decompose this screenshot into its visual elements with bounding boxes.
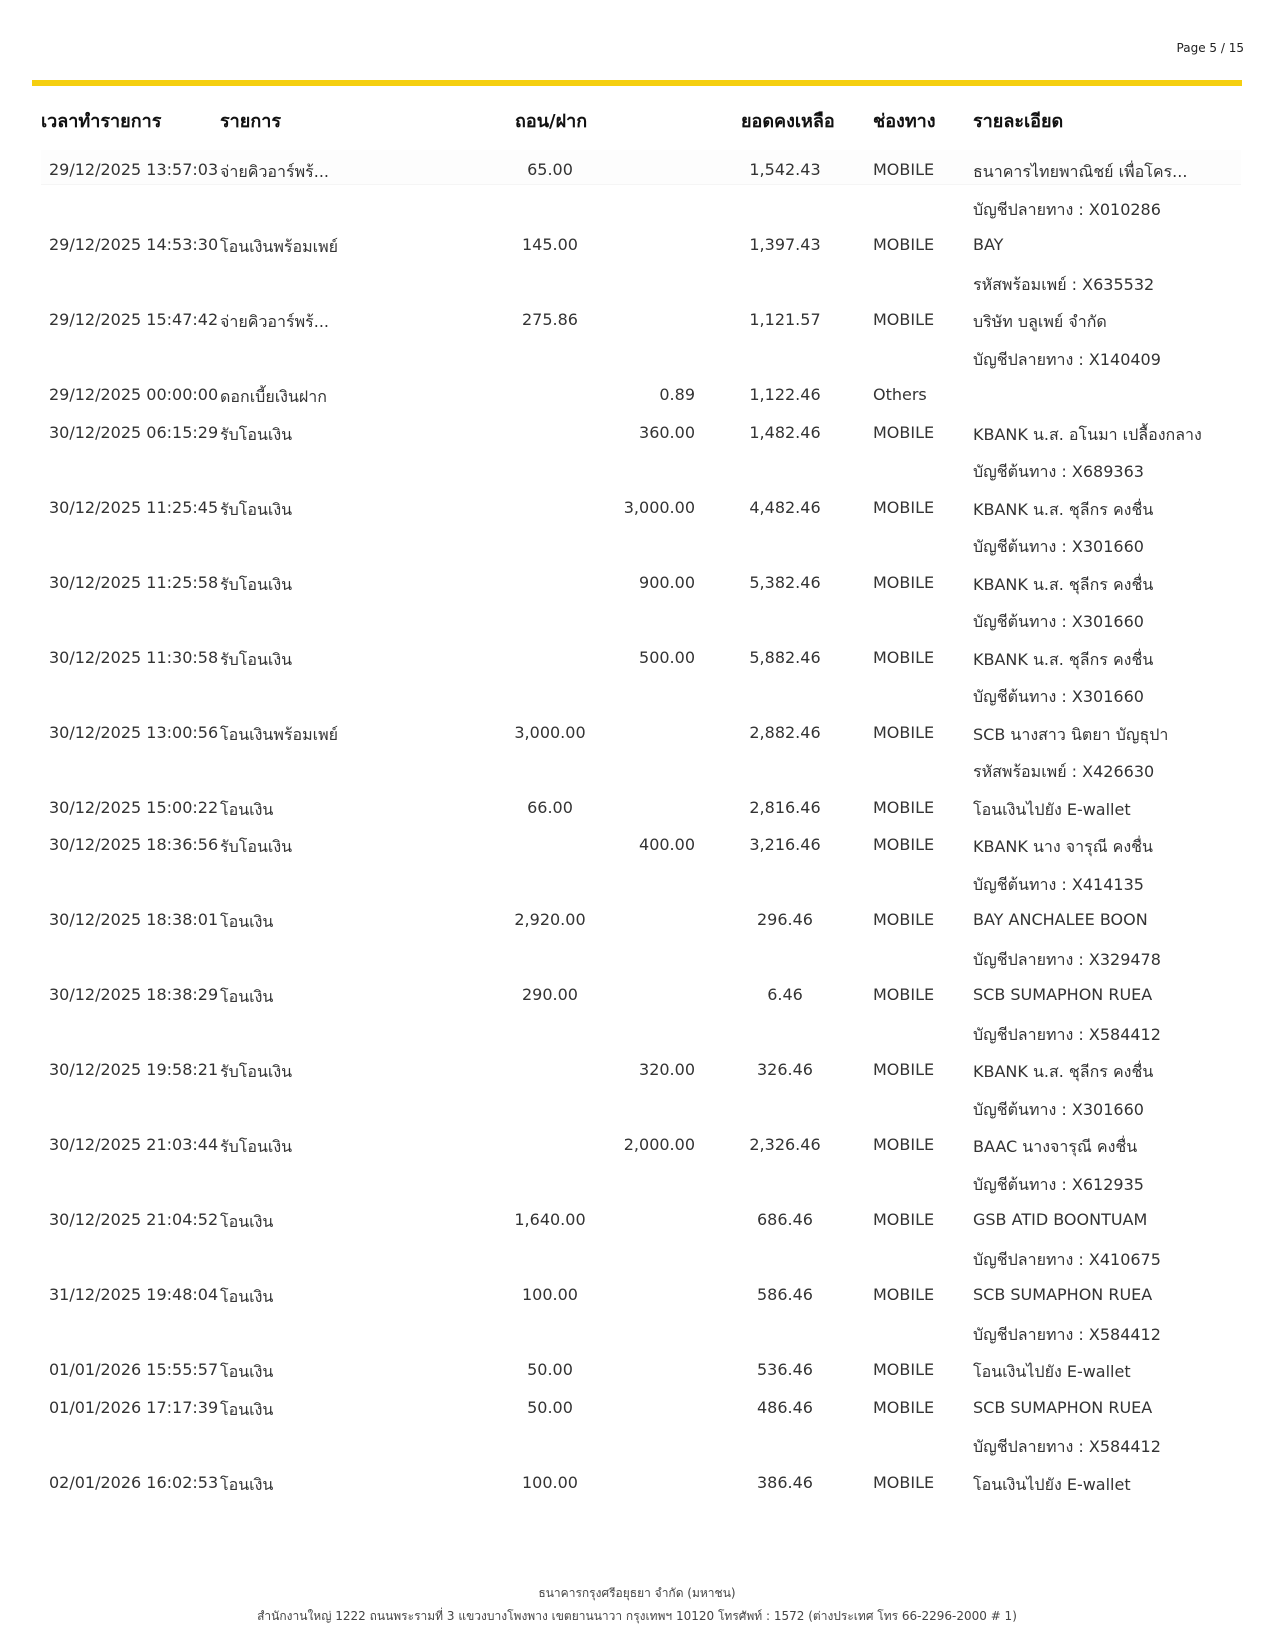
transaction-detail: SCB SUMAPHON RUEA — [973, 1397, 1153, 1417]
transaction-detail: BAY — [973, 235, 1004, 254]
transaction-account: บัญชีปลายทาง : X140409 — [973, 349, 1161, 369]
transaction-time: 29/12/2025 14:53:30 — [49, 235, 219, 254]
channel: MOBILE — [873, 1360, 935, 1379]
withdraw-amount: 50.00 — [527, 1360, 573, 1379]
transaction-time: 01/01/2026 15:55:57 — [49, 1360, 219, 1379]
transaction-detail: BAAC นางจารุณี คงชื่น — [973, 1137, 1138, 1156]
withdraw-amount: 100.00 — [522, 1472, 578, 1492]
channel: MOBILE — [873, 160, 935, 179]
transaction-account: บัญชีปลายทาง : X010286 — [973, 199, 1161, 219]
deposit-amount: 320.00 — [639, 1060, 695, 1079]
transaction-detail: KBANK น.ส. ชุลีกร คงชื่น — [973, 574, 1154, 594]
withdraw-amount: 3,000.00 — [514, 722, 586, 742]
transaction-type: โอนเงิน — [220, 1399, 274, 1419]
channel: MOBILE — [873, 835, 935, 854]
transaction-detail: ธนาคารไทยพาณิชย์ เพื่อโคร... — [973, 162, 1188, 181]
balance-amount: 386.46 — [757, 1472, 813, 1492]
transaction-account: บัญชีต้นทาง : X301660 — [973, 687, 1144, 706]
balance-amount: 686.46 — [757, 1210, 813, 1229]
transaction-time: 30/12/2025 11:25:45 — [49, 497, 219, 517]
balance-amount: 586.46 — [757, 1285, 813, 1304]
transaction-account: บัญชีปลายทาง : X584412 — [973, 1324, 1161, 1344]
transaction-type: โอนเงิน — [220, 1474, 274, 1494]
transaction-account: รหัสพร้อมเพย์ : X635532 — [973, 274, 1155, 294]
transaction-account: บัญชีปลายทาง : X584412 — [973, 1024, 1161, 1044]
withdraw-amount: 290.00 — [522, 985, 578, 1004]
transaction-account: บัญชีต้นทาง : X301660 — [973, 612, 1144, 631]
transaction-account: บัญชีต้นทาง : X612935 — [973, 1174, 1144, 1194]
transaction-time: 30/12/2025 13:00:56 — [49, 722, 219, 742]
channel: MOBILE — [873, 422, 935, 442]
footer-address: สำนักงานใหญ่ 1222 ถนนพระรามที่ 3 แขวงบางโพงพาง เขตยานนาวา กรุงเทพฯ 10120 โทรศัพท์ : 1572 (ต่างประเทศ โทร 66-2296-2000 # 1) — [257, 1609, 1017, 1623]
channel: MOBILE — [873, 235, 935, 254]
balance-amount: 2,326.46 — [749, 1135, 821, 1154]
header-accent-bar — [32, 80, 1242, 86]
withdraw-amount: 1,640.00 — [514, 1210, 586, 1229]
channel: MOBILE — [873, 1210, 935, 1229]
transaction-account: บัญชีต้นทาง : X414135 — [973, 874, 1144, 894]
balance-amount: 4,482.46 — [749, 497, 821, 517]
balance-amount: 326.46 — [757, 1060, 813, 1079]
column-header-time: เวลาทำรายการ — [41, 111, 162, 132]
channel: MOBILE — [873, 497, 935, 517]
withdraw-amount: 65.00 — [527, 160, 573, 179]
channel: MOBILE — [873, 1060, 935, 1079]
transaction-type: รับโอนเงิน — [220, 574, 293, 594]
channel: MOBILE — [873, 572, 935, 592]
transaction-account: บัญชีต้นทาง : X301660 — [973, 537, 1144, 556]
transaction-account: บัญชีปลายทาง : X329478 — [973, 949, 1161, 969]
transaction-account: บัญชีปลายทาง : X584412 — [973, 1437, 1161, 1456]
transaction-time: 30/12/2025 11:25:58 — [49, 572, 219, 592]
balance-amount: 1,121.57 — [749, 310, 821, 329]
column-header-detail: รายละเอียด — [973, 111, 1064, 132]
transaction-time: 30/12/2025 18:38:01 — [49, 910, 219, 929]
deposit-amount: 3,000.00 — [623, 497, 695, 517]
balance-amount: 536.46 — [757, 1360, 813, 1379]
transaction-detail: SCB SUMAPHON RUEA — [973, 1285, 1153, 1304]
transaction-type: รับโอนเงิน — [220, 424, 293, 444]
column-header-amount: ถอน/ฝาก — [515, 111, 588, 132]
transaction-detail: KBANK น.ส. อโนมา เปลื้องกลาง — [973, 424, 1202, 444]
channel: MOBILE — [873, 1472, 935, 1492]
transaction-time: 29/12/2025 15:47:42 — [49, 310, 219, 329]
transaction-time: 31/12/2025 19:48:04 — [49, 1285, 219, 1304]
transaction-time: 29/12/2025 13:57:03 — [49, 160, 219, 179]
balance-amount: 1,397.43 — [749, 235, 821, 254]
balance-amount: 2,816.46 — [749, 797, 821, 817]
balance-amount: 5,382.46 — [749, 572, 821, 592]
transaction-time: 30/12/2025 15:00:22 — [49, 797, 219, 817]
balance-amount: 486.46 — [757, 1397, 813, 1417]
transaction-type: รับโอนเงิน — [220, 499, 293, 519]
transaction-account: บัญชีต้นทาง : X301660 — [973, 1099, 1144, 1119]
transaction-account: รหัสพร้อมเพย์ : X426630 — [973, 762, 1155, 781]
page-number: Page 5 / 15 — [1176, 41, 1244, 55]
transaction-account: บัญชีต้นทาง : X689363 — [973, 462, 1144, 481]
transaction-time: 30/12/2025 19:58:21 — [49, 1060, 219, 1079]
transaction-type: โอนเงินพร้อมเพย์ — [220, 724, 339, 744]
transaction-type: โอนเงิน — [220, 912, 274, 931]
balance-amount: 5,882.46 — [749, 647, 821, 667]
transaction-time: 30/12/2025 18:38:29 — [49, 985, 219, 1004]
deposit-amount: 360.00 — [639, 422, 695, 442]
transaction-detail: BAY ANCHALEE BOON — [973, 910, 1148, 929]
channel: MOBILE — [873, 797, 935, 817]
channel: MOBILE — [873, 910, 935, 929]
transaction-time: 29/12/2025 00:00:00 — [49, 385, 219, 404]
column-header-channel: ช่องทาง — [873, 111, 936, 132]
channel: MOBILE — [873, 1285, 935, 1304]
transaction-type: โอนเงิน — [220, 987, 274, 1006]
transaction-time: 30/12/2025 21:03:44 — [49, 1135, 219, 1154]
transaction-type: ดอกเบี้ยเงินฝาก — [220, 387, 327, 406]
transaction-type: รับโอนเงิน — [220, 1062, 293, 1081]
withdraw-amount: 145.00 — [522, 235, 578, 254]
transaction-type: โอนเงิน — [220, 1362, 274, 1381]
transaction-time: 01/01/2026 17:17:39 — [49, 1397, 219, 1417]
transaction-type: โอนเงิน — [220, 1212, 274, 1231]
deposit-amount: 2,000.00 — [623, 1135, 695, 1154]
transaction-type: โอนเงิน — [220, 799, 274, 819]
transaction-detail: KBANK น.ส. ชุลีกร คงชื่น — [973, 1062, 1154, 1081]
transaction-time: 30/12/2025 18:36:56 — [49, 835, 219, 854]
transaction-detail: KBANK นาง จารุณี คงชื่น — [973, 837, 1153, 856]
footer-bank-name: ธนาคารกรุงศรีอยุธยา จำกัด (มหาชน) — [538, 1586, 736, 1600]
transaction-detail: โอนเงินไปยัง E-wallet — [973, 1474, 1131, 1494]
transaction-detail: บริษัท บลูเพย์ จำกัด — [973, 312, 1107, 331]
balance-amount: 1,482.46 — [749, 422, 821, 442]
transaction-type: รับโอนเงิน — [220, 837, 293, 856]
balance-amount: 6.46 — [767, 985, 803, 1004]
withdraw-amount: 50.00 — [527, 1397, 573, 1417]
deposit-amount: 500.00 — [639, 647, 695, 667]
channel: MOBILE — [873, 647, 935, 667]
transaction-time: 30/12/2025 06:15:29 — [49, 422, 219, 442]
transaction-type: รับโอนเงิน — [220, 1137, 293, 1156]
transaction-detail: SCB นางสาว นิตยา บัญธุปา — [973, 724, 1169, 744]
transaction-detail: โอนเงินไปยัง E-wallet — [973, 799, 1131, 819]
withdraw-amount: 2,920.00 — [514, 910, 586, 929]
channel: MOBILE — [873, 985, 935, 1004]
transaction-type: จ่ายคิวอาร์พร้... — [220, 312, 330, 331]
balance-amount: 1,122.46 — [749, 385, 821, 404]
channel: MOBILE — [873, 310, 935, 329]
withdraw-amount: 100.00 — [522, 1285, 578, 1304]
transaction-detail: GSB ATID BOONTUAM — [973, 1210, 1148, 1229]
deposit-amount: 0.89 — [659, 385, 695, 404]
channel: MOBILE — [873, 1135, 935, 1154]
balance-amount: 2,882.46 — [749, 722, 821, 742]
transaction-detail: KBANK น.ส. ชุลีกร คงชื่น — [973, 649, 1154, 669]
transaction-type: โอนเงินพร้อมเพย์ — [220, 237, 339, 256]
transaction-time: 30/12/2025 11:30:58 — [49, 647, 219, 667]
column-header-balance: ยอดคงเหลือ — [741, 111, 835, 132]
transaction-detail: โอนเงินไปยัง E-wallet — [973, 1362, 1131, 1381]
transaction-time: 30/12/2025 21:04:52 — [49, 1210, 219, 1229]
withdraw-amount: 275.86 — [522, 310, 578, 329]
channel: MOBILE — [873, 1397, 935, 1417]
balance-amount: 3,216.46 — [749, 835, 821, 854]
channel: MOBILE — [873, 722, 935, 742]
deposit-amount: 900.00 — [639, 572, 695, 592]
deposit-amount: 400.00 — [639, 835, 695, 854]
transaction-account: บัญชีปลายทาง : X410675 — [973, 1249, 1161, 1269]
transaction-time: 02/01/2026 16:02:53 — [49, 1472, 219, 1492]
withdraw-amount: 66.00 — [527, 797, 573, 817]
transaction-type: โอนเงิน — [220, 1287, 274, 1306]
transaction-detail: SCB SUMAPHON RUEA — [973, 985, 1153, 1004]
transaction-type: จ่ายคิวอาร์พร้... — [220, 162, 330, 181]
balance-amount: 296.46 — [757, 910, 813, 929]
transaction-detail: KBANK น.ส. ชุลีกร คงชื่น — [973, 499, 1154, 519]
channel: Others — [873, 385, 927, 404]
balance-amount: 1,542.43 — [749, 160, 821, 179]
column-header-item: รายการ — [220, 111, 281, 132]
transaction-type: รับโอนเงิน — [220, 649, 293, 669]
